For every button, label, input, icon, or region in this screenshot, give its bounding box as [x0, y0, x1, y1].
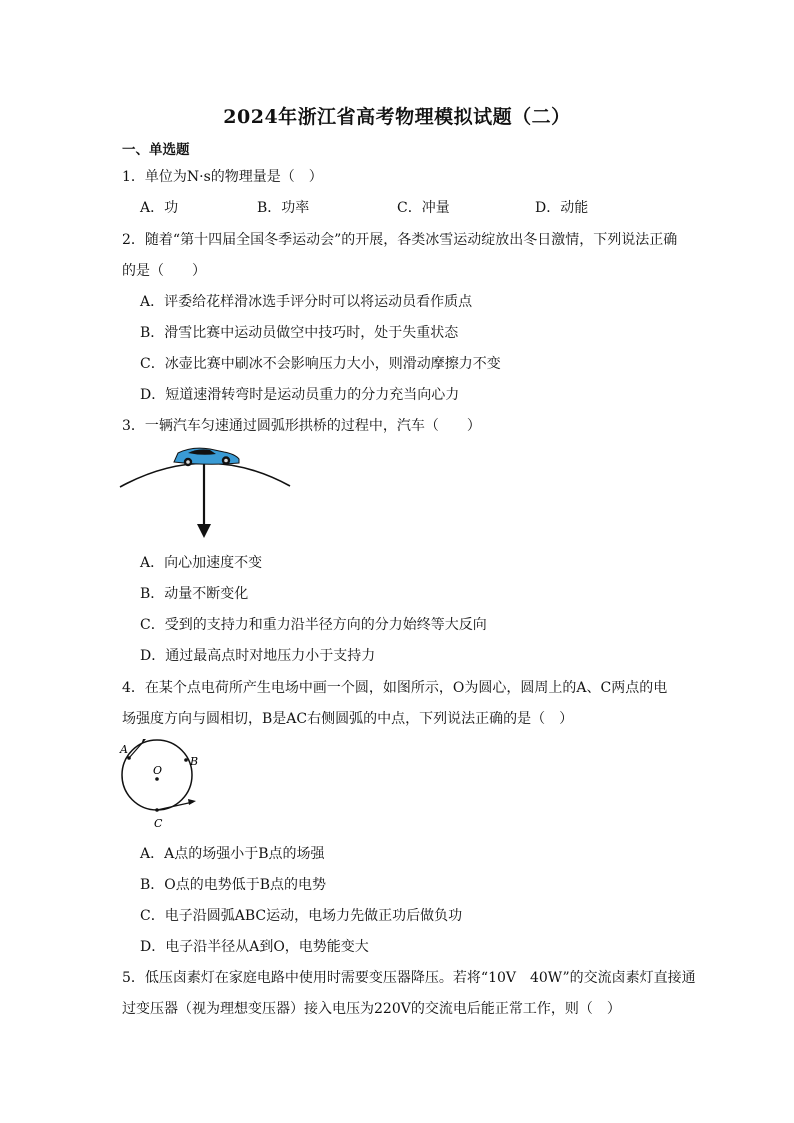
question-4-stem-line2: 场强度方向与圆相切，B是AC右侧圆弧的中点，下列说法正确的是（ ）: [122, 711, 574, 727]
question-1-stem: 1．单位为N·s的物理量是（ ）: [122, 169, 323, 185]
question-4-stem-line1: 4．在某个点电荷所产生电场中画一个圆，如图所示，O为圆心，圆周上的A、C两点的电: [122, 680, 668, 696]
label-b: B: [190, 755, 199, 768]
question-5-stem-line1: 5．低压卤素灯在家庭电路中使用时需要变压器降压。若将“10V 40W”的交流卤素灯直接通: [122, 970, 696, 986]
circle-field-figure: [116, 736, 206, 832]
question-2-stem-line1: 2．随着“第十四届全国冬季运动会”的开展，各类冰雪运动绽放出冬日激情，下列说法正确: [122, 232, 678, 248]
point-o: [155, 777, 159, 781]
question-3-stem: 3．一辆汽车匀速通过圆弧形拱桥的过程中，汽车（ ）: [122, 418, 481, 434]
label-o: O: [153, 764, 163, 777]
question-4-option-d: D．电子沿半径从A到O，电势能变大: [140, 939, 369, 955]
question-1-option-a: A．功: [140, 200, 179, 216]
question-4-option-b: B．O点的电势低于B点的电势: [140, 877, 327, 893]
arch-bridge-figure: [118, 438, 294, 540]
question-1-option-c: C．冲量: [397, 200, 450, 216]
field-arrow-icon: [129, 739, 146, 758]
question-2-option-a: A．评委给花样滑冰选手评分时可以将运动员看作质点: [140, 294, 473, 310]
question-3-option-c: C．受到的支持力和重力沿半径方向的分力始终等大反向: [140, 617, 487, 633]
page-title: 2024年浙江省高考物理模拟试题（二）: [223, 106, 571, 128]
label-a: A: [120, 743, 128, 756]
label-c: C: [154, 817, 163, 830]
question-1-option-b: B．功率: [257, 200, 310, 216]
question-2-option-d: D．短道速滑转弯时是运动员重力的分力充当向心力: [140, 387, 460, 403]
question-2-option-c: C．冰壶比赛中刷冰不会影响压力大小，则滑动摩擦力不变: [140, 356, 501, 372]
point-b: [184, 758, 188, 762]
question-3-option-b: B．动量不断变化: [140, 586, 249, 602]
section-heading: 一、单选题: [122, 142, 190, 158]
question-4-option-c: C．电子沿圆弧ABC运动，电场力先做正功后做负功: [140, 908, 463, 924]
question-2-stem-line2: 的是（ ）: [122, 263, 206, 279]
question-4-option-a: A．A点的场强小于B点的场强: [140, 846, 325, 862]
question-5-stem-line2: 过变压器（视为理想变压器）接入电压为220V的交流电后能正常工作，则（ ）: [122, 1001, 621, 1017]
question-2-option-b: B．滑雪比赛中运动员做空中技巧时，处于失重状态: [140, 325, 459, 341]
question-1-option-d: D．动能: [535, 200, 589, 216]
force-arrow-icon: [197, 464, 211, 538]
car-icon: [174, 448, 239, 466]
question-3-option-d: D．通过最高点时对地压力小于支持力: [140, 648, 376, 664]
question-3-option-a: A．向心加速度不变: [140, 555, 263, 571]
